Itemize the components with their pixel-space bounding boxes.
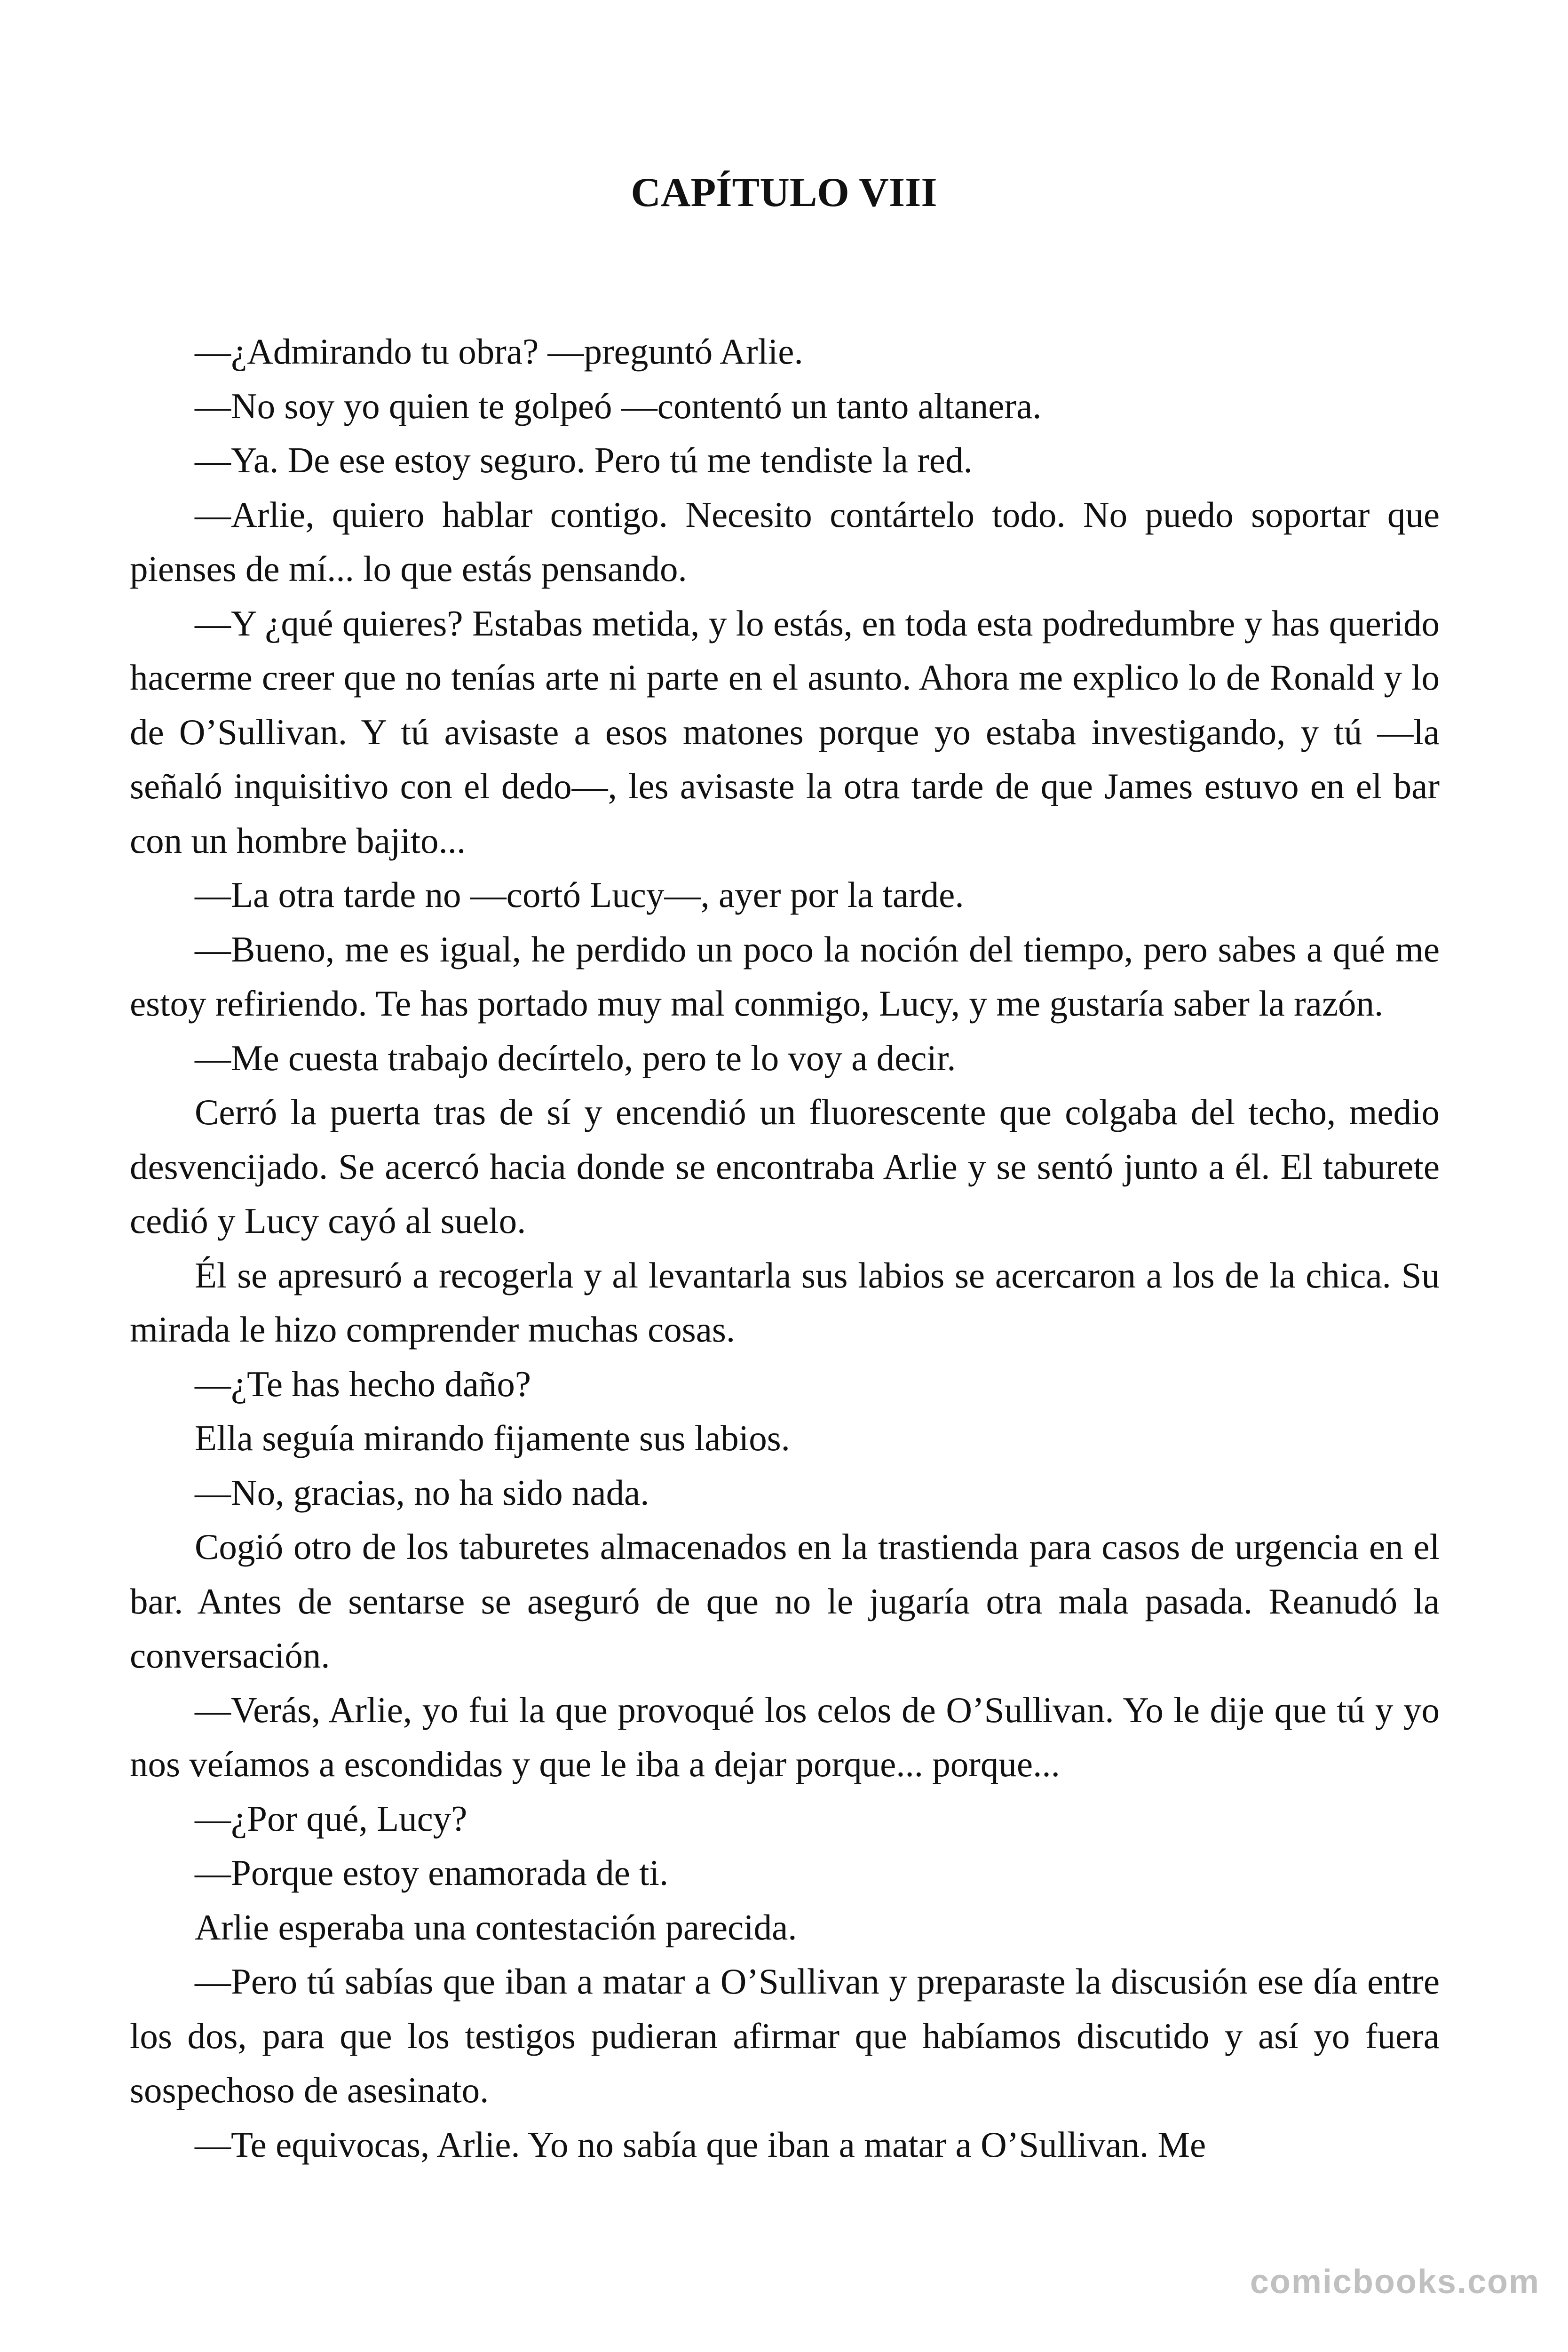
paragraph: —Arlie, quiero hablar contigo. Necesito contártelo todo. No puedo soportar que pienses de mí... lo que estás pensando. xyxy=(130,494,1440,589)
paragraph: —Verás, Arlie, yo fui la que provoqué los celos de O’Sullivan. Yo le dije que tú y yo nos veíamos a escondidas y que le iba a dejar porque... porque... xyxy=(130,1689,1440,1784)
watermark-text: comicbooks.com xyxy=(1250,2263,1540,2301)
paragraph: —Porque estoy enamorada de ti. xyxy=(195,1852,669,1893)
paragraph: —¿Admirando tu obra? —preguntó Arlie. xyxy=(195,331,803,372)
paragraph: —Pero tú sabías que iban a matar a O’Sullivan y preparaste la discusión ese día entre los dos, para que los testigos pudieran afirmar que habíamos discutido y así yo fuera sospechoso de asesinato. xyxy=(130,1961,1440,2110)
paragraph: —Bueno, me es igual, he perdido un poco la noción del tiempo, pero sabes a qué me estoy refiriendo. Te has portado muy mal conmigo, Lucy, y me gustaría saber la razón. xyxy=(130,929,1440,1024)
paragraph: Cogió otro de los taburetes almacenados en la trastienda para casos de urgencia en el bar. Antes de sentarse se aseguró de que no le jugaría otra mala pasada. Reanudó la conversación. xyxy=(130,1526,1440,1676)
paragraph: —Ya. De ese estoy seguro. Pero tú me tendiste la red. xyxy=(195,440,973,480)
paragraph: —No soy yo quien te golpeó —contentó un tanto altanera. xyxy=(195,385,1042,426)
paragraph: —La otra tarde no —cortó Lucy—, ayer por la tarde. xyxy=(195,874,964,915)
paragraph: Cerró la puerta tras de sí y encendió un fluorescente que colgaba del techo, medio desvencijado. Se acercó hacia donde se encontraba Arlie y se sentó junto a él. El taburete cedió y Lucy cayó al suelo. xyxy=(130,1092,1440,1241)
paragraph: —¿Por qué, Lucy? xyxy=(195,1798,467,1839)
paragraph: Él se apresuró a recogerla y al levantarla sus labios se acercaron a los de la chica. Su mirada le hizo comprender muchas cosas. xyxy=(130,1255,1440,1350)
paragraph: Arlie esperaba una contestación parecida. xyxy=(195,1907,797,1947)
paragraph: —Te equivocas, Arlie. Yo no sabía que iban a matar a O’Sullivan. Me xyxy=(195,2124,1206,2165)
paragraph: —No, gracias, no ha sido nada. xyxy=(195,1472,649,1513)
paragraph: —Y ¿qué quieres? Estabas metida, y lo estás, en toda esta podredumbre y has querido hacerme creer que no tenías arte ni parte en el asunto. Ahora me explico lo de Ronald y lo de O’Sullivan. Y tú avisaste a esos matones porque yo estaba investigando, y tú —la señaló inquisitivo con el dedo—, les avisaste la otra tarde de que James estuvo en el bar con un hombre bajito... xyxy=(130,603,1440,861)
chapter-title: CAPÍTULO VIII xyxy=(631,170,937,215)
paragraph: —¿Te has hecho daño? xyxy=(195,1363,531,1404)
chapter-body xyxy=(130,325,1440,2172)
paragraph: —Me cuesta trabajo decírtelo, pero te lo voy a decir. xyxy=(195,1037,956,1078)
paragraph: Ella seguía mirando fijamente sus labios. xyxy=(195,1418,790,1458)
